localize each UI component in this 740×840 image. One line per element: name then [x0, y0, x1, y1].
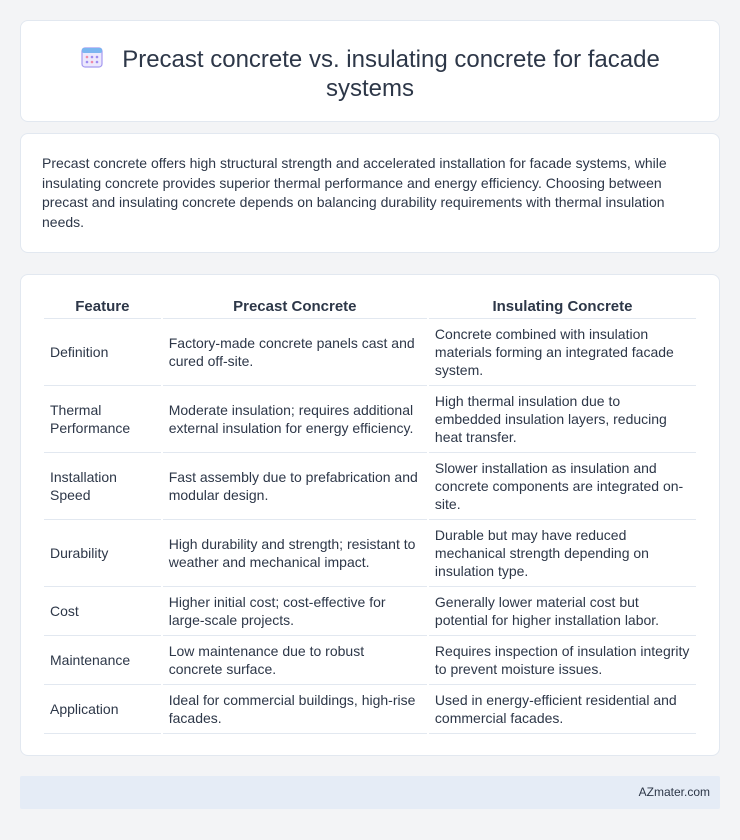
table-row — [44, 386, 696, 453]
precast-cell: Ideal for commercial buildings, high-rise facades. — [163, 685, 427, 734]
feature-cell: Durability — [44, 520, 161, 587]
insulating-cell: Concrete combined with insulation materials forming an integrated facade system. — [429, 319, 696, 386]
feature-cell: Installation Speed — [44, 453, 161, 520]
title-card — [20, 20, 720, 122]
footer-bar — [20, 776, 720, 809]
header-precast: Precast Concrete — [163, 295, 427, 319]
precast-cell: Factory-made concrete panels cast and cured off-site. — [163, 319, 427, 386]
table-row — [44, 587, 696, 636]
feature-cell: Thermal Performance — [44, 386, 161, 453]
table-row — [44, 636, 696, 685]
table-row — [44, 685, 696, 734]
feature-cell: Application — [44, 685, 161, 734]
feature-cell: Cost — [44, 587, 161, 636]
insulating-cell: Generally lower material cost but potential for higher installation labor. — [429, 587, 696, 636]
precast-cell: Higher initial cost; cost-effective for large-scale projects. — [163, 587, 427, 636]
insulating-cell: Slower installation as insulation and concrete components are integrated on-site. — [429, 453, 696, 520]
calendar-icon — [80, 45, 104, 69]
intro-card — [20, 133, 720, 253]
header-insulating: Insulating Concrete — [429, 295, 696, 319]
feature-cell: Maintenance — [44, 636, 161, 685]
precast-cell: High durability and strength; resistant to weather and mechanical impact. — [163, 520, 427, 587]
comparison-table — [42, 295, 698, 734]
insulating-cell: Durable but may have reduced mechanical strength depending on insulation type. — [429, 520, 696, 587]
table-header-row — [44, 295, 696, 319]
insulating-cell: Requires inspection of insulation integrity to prevent moisture issues. — [429, 636, 696, 685]
precast-cell: Moderate insulation; requires additional external insulation for energy efficiency. — [163, 386, 427, 453]
precast-cell: Fast assembly due to prefabrication and modular design. — [163, 453, 427, 520]
header-feature: Feature — [44, 295, 161, 319]
table-row — [44, 319, 696, 386]
insulating-cell: Used in energy-efficient residential and commercial facades. — [429, 685, 696, 734]
feature-cell: Definition — [44, 319, 161, 386]
insulating-cell: High thermal insulation due to embedded insulation layers, reducing heat transfer. — [429, 386, 696, 453]
title-text: Precast concrete vs. insulating concrete for facade systems — [122, 46, 660, 102]
comparison-card — [20, 274, 720, 756]
precast-cell: Low maintenance due to robust concrete surface. — [163, 636, 427, 685]
table-row — [44, 520, 696, 587]
footer-brand-link[interactable]: AZmater.com — [638, 785, 710, 799]
table-row — [44, 453, 696, 520]
intro-paragraph: Precast concrete offers high structural strength and accelerated installation for facade systems, while insulating concrete provides superior thermal performance and energy efficiency. Choosing between precast and insulating concrete depends on balancing durability requirements with thermal insulation needs. — [42, 155, 667, 230]
page-title — [21, 45, 719, 103]
